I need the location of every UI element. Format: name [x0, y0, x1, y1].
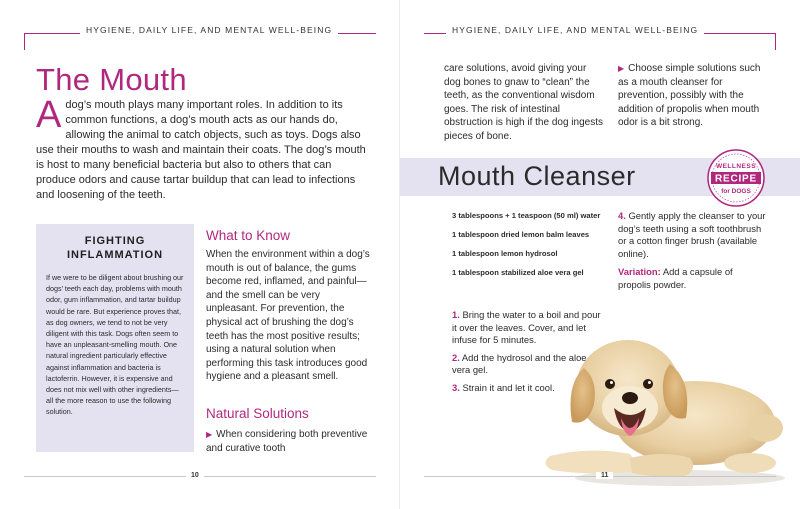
variation-label: Variation:: [618, 266, 661, 278]
ingredient-item: 1 tablespoon stabilized aloe vera gel: [452, 268, 584, 277]
ingredient-item: 1 tablespoon lemon hydrosol: [452, 249, 558, 258]
running-header-left: [24, 16, 376, 50]
badge-bottom-text: for DOGS: [721, 188, 751, 195]
badge-middle-text: RECIPE: [714, 173, 758, 185]
natural-solutions-bullet-text: When considering both preventive and curative tooth: [206, 429, 368, 454]
running-header-right: [424, 16, 776, 50]
drop-cap: A: [36, 94, 62, 136]
what-to-know-heading: What to Know: [206, 228, 291, 243]
step-text: Add the hydrosol and the aloe vera gel.: [452, 351, 587, 376]
intro-text: dog’s mouth plays many important roles. In addition to its common functions, a dog’s mouth acts as our hands do, allowing the animal to catch objects, such as toys. Dogs also use their mouths to wash and maintain their coats. The dog’s mouth is host to many beneficial bacteria but also to others that can produce odors and cause tartar buildup that can lead to infections and loosening of the teeth.: [36, 99, 366, 201]
sidebar-fighting-inflammation: [36, 224, 194, 452]
header-tick: [775, 33, 776, 50]
intro-paragraph: [36, 94, 368, 203]
what-to-know-text: When the environment within a dog’s mouth is out of balance, the gums become red, inflamed, and painful—and the smell can be very unpleasant. For prevention, the physical act of brushing the dog’s teeth has the most positive results; using a natural solution when performing this task introduces good hygiene and a pleasant smell.: [206, 249, 370, 383]
right-page: [400, 0, 800, 509]
ingredient-item: 3 tablespoons + 1 teaspoon (50 ml) water: [452, 211, 601, 220]
sidebar-title: FIGHTING INFLAMMATION: [66, 235, 164, 261]
badge-top-text: WELLNESS: [715, 163, 757, 170]
step-text: Bring the water to a boil and pour it over the leaves. Cover, and let infuse for 5 minutes.: [452, 309, 601, 346]
natural-solutions-heading: Natural Solutions: [206, 406, 309, 421]
continued-paragraph: care solutions, avoid giving your dog bones to gnaw to “clean” the teeth, as the conventional wisdom goes. The risk of intestinal obstruction is high if the dog ingests pieces of bone.: [444, 63, 603, 142]
step-text: Strain it and let it cool.: [462, 381, 555, 393]
natural-solutions-bullet: [206, 428, 370, 455]
running-header-text: HYGIENE, DAILY LIFE, AND MENTAL WELL-BEING: [80, 25, 338, 35]
choose-solutions-bullet: [618, 62, 770, 130]
wellness-recipe-badge-icon: [706, 148, 766, 208]
step-number: 2.: [452, 351, 460, 363]
page-title: The Mouth: [36, 62, 187, 97]
step-4-and-variation: [618, 210, 768, 292]
puppy-image: [480, 318, 790, 488]
sidebar-body: If we were to be diligent about brushing our dogs’ teeth each day, problems with mouth odor, gum inflammation, and tartar buildup would be rare. But experience proves that, as dog owners, we tend to not be very diligent with this task. Dogs often seem to have an unpleasant-smelling mouth. One natural ingredient particularly effective against inflammation and bacteria is lactoferrin. However, it is expensive and does not mix well with other ingredients—all the more reason to use the following solution.: [46, 273, 184, 417]
bullet-triangle-icon: ▶: [206, 430, 213, 439]
step-number: 1.: [452, 309, 460, 320]
running-header-text: HYGIENE, DAILY LIFE, AND MENTAL WELL-BEING: [446, 25, 704, 35]
choose-solutions-text: Choose simple solutions such as a mouth cleanser for prevention, possibly with the addition of propolis when mouth odor is a bit strong.: [618, 63, 761, 129]
ingredients-list: [452, 210, 607, 286]
step-number: 3.: [452, 381, 460, 393]
page-number-right: 11: [596, 472, 613, 479]
header-tick: [24, 33, 25, 50]
page-number-left: 10: [186, 472, 204, 479]
step-text: Gently apply the cleanser to your dog’s teeth using a soft toothbrush or a cotton finger brush (available online).: [618, 210, 766, 259]
variation-note: [618, 266, 768, 291]
bullet-triangle-icon: ▶: [618, 64, 625, 73]
step-number: 4.: [618, 210, 626, 221]
step-item: [618, 210, 768, 260]
recipe-title: Mouth Cleanser: [438, 161, 636, 191]
variation-text: Add a capsule of propolis powder.: [618, 266, 733, 290]
ingredient-item: 1 tablespoon dried lemon balm leaves: [452, 230, 590, 239]
